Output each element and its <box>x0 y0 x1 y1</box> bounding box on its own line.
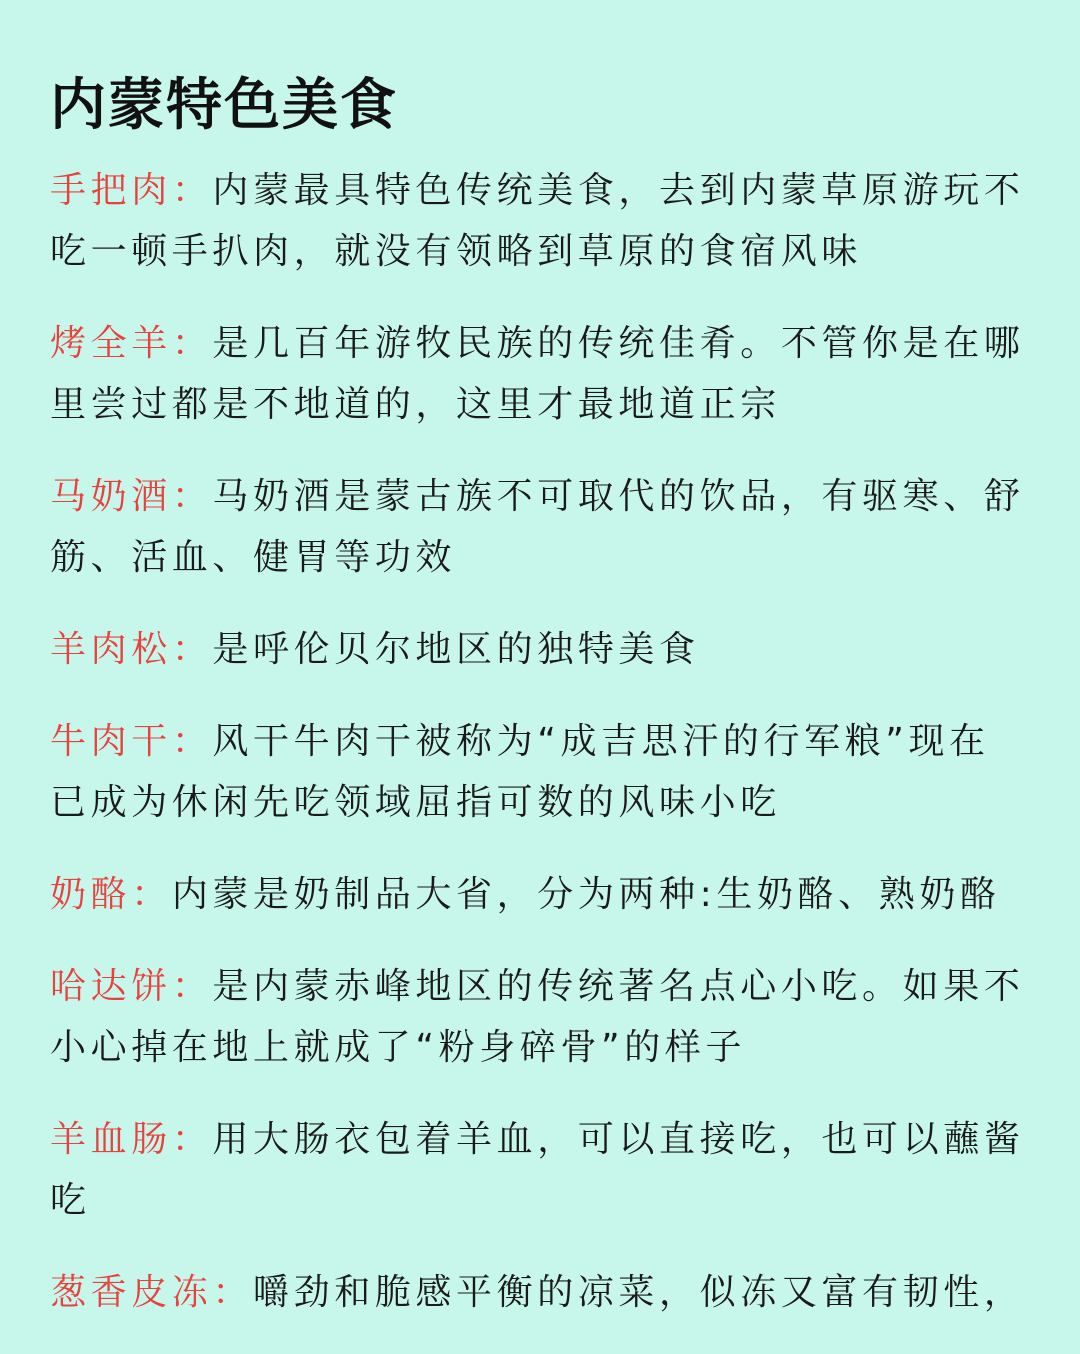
food-name-separator: ： <box>171 170 213 211</box>
food-item-niu-rou-gan <box>50 711 1030 833</box>
food-item-yang-xue-chang <box>50 1109 1030 1231</box>
food-description: 用大肠衣包着羊血，可以直接吃，也可以蘸酱吃 <box>50 1119 1025 1221</box>
food-description: 内蒙最具特色传统美食，去到内蒙草原游玩不吃一顿手扒肉，就没有领略到草原的食宿风味 <box>50 170 1025 272</box>
food-name: 牛肉干 <box>50 721 172 762</box>
food-name: 奶酪 <box>50 874 132 915</box>
food-name: 羊肉松 <box>50 629 172 670</box>
food-name-separator: ： <box>171 323 213 364</box>
food-name: 葱香皮冻 <box>50 1272 213 1313</box>
food-description: 是呼伦贝尔地区的独特美食 <box>212 629 700 670</box>
food-name-separator: ： <box>171 476 213 517</box>
food-name-separator: ： <box>171 1119 213 1160</box>
food-name: 哈达饼 <box>50 966 172 1007</box>
food-name: 羊血肠 <box>50 1119 172 1160</box>
food-name: 烤全羊 <box>50 323 172 364</box>
food-item-yang-rou-song <box>50 619 1030 680</box>
food-description: 马奶酒是蒙古族不可取代的饮品，有驱寒、舒筋、活血、健胃等功效 <box>50 476 1025 578</box>
food-item-kao-quan-yang <box>50 313 1030 435</box>
food-item-nai-lao <box>50 864 1030 925</box>
food-name-separator: ： <box>171 966 213 1007</box>
food-name-separator: ： <box>212 1272 254 1313</box>
food-name: 马奶酒 <box>50 476 172 517</box>
food-item-ma-nai-jiu <box>50 466 1030 588</box>
food-description: 嚼劲和脆感平衡的凉菜，似冻又富有韧性， <box>253 1272 1025 1313</box>
food-description: 风干牛肉干被称为“成吉思汗的行军粮”现在已成为休闲先吃领域屈指可数的风味小吃 <box>50 721 990 823</box>
food-name-separator: ： <box>171 629 213 670</box>
food-item-shouba-rou <box>50 160 1030 282</box>
food-item-cong-xiang-pi-dong <box>50 1262 1030 1323</box>
food-description: 内蒙是奶制品大省，分为两种:生奶酪、熟奶酪 <box>171 874 1001 915</box>
food-name-separator: ： <box>131 874 172 915</box>
food-name: 手把肉 <box>50 170 172 211</box>
food-description: 是内蒙赤峰地区的传统著名点心小吃。如果不小心掉在地上就成了“粉身碎骨”的样子 <box>50 966 1025 1068</box>
food-list <box>50 160 1030 1354</box>
food-item-ha-da-bing <box>50 956 1030 1078</box>
food-description: 是几百年游牧民族的传统佳肴。不管你是在哪里尝过都是不地道的，这里才最地道正宗 <box>50 323 1025 425</box>
page-title: 内蒙特色美食 <box>50 73 398 138</box>
food-name-separator: ： <box>171 721 213 762</box>
